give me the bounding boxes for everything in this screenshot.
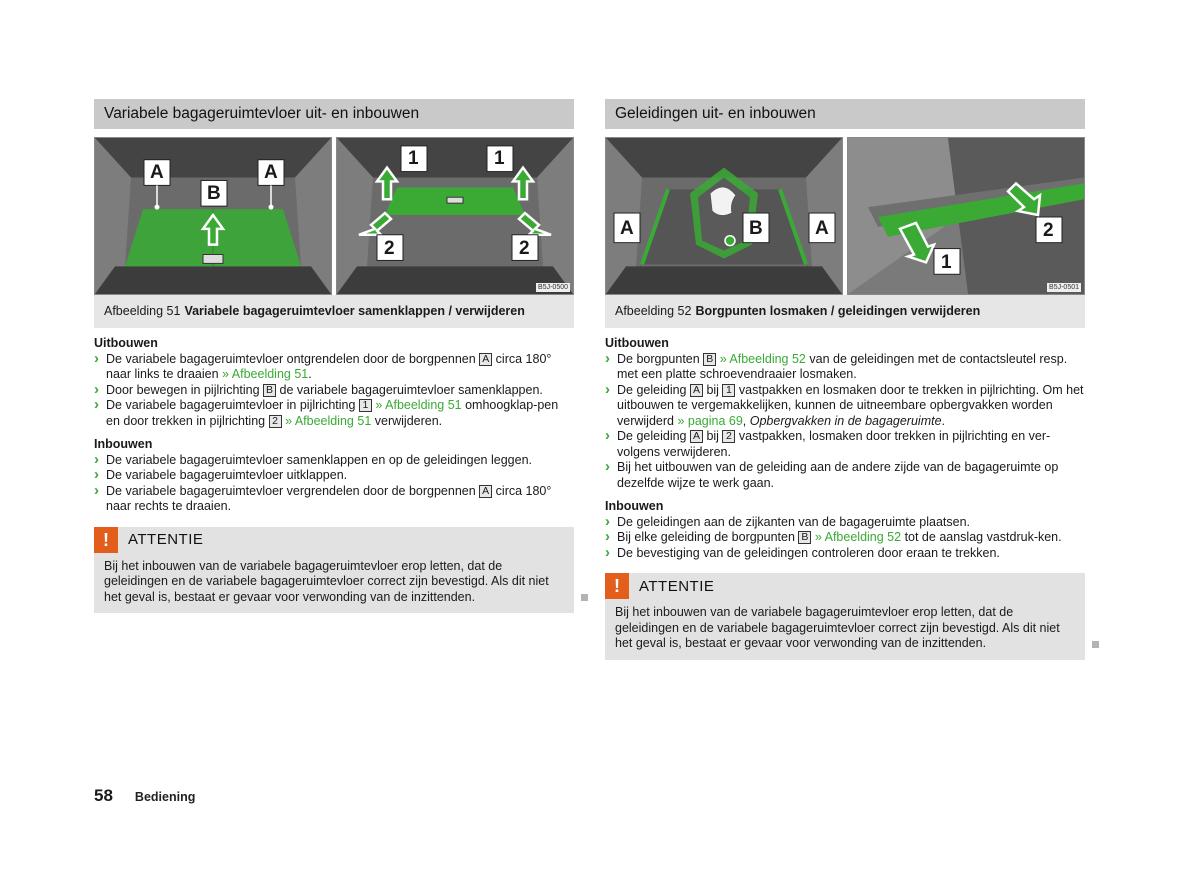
- key-label: A: [690, 430, 703, 443]
- section-title: Geleidingen uit- en inbouwen: [605, 99, 1085, 129]
- label-a-right: A: [815, 218, 829, 239]
- figure-52: [605, 137, 1085, 295]
- subheading-inbouwen: Inbouwen: [605, 499, 664, 513]
- figure-caption-text: Borgpunten losmaken / geleidingen verwijderen: [695, 304, 981, 318]
- figure-51: [94, 137, 574, 295]
- list-item: › De variabele bagageruimtevloer ontgrendelen door de borgpennen A circa 180° naar links te draaien » Afbeelding 51.: [94, 352, 574, 383]
- list-item: › Bij het uitbouwen van de geleiding aan de andere zijde van de bagageruimte op dezelfde wijze te werk gaan.: [605, 460, 1085, 491]
- list-item: › De geleidingen aan de zijkanten van de bagageruimte plaatsen.: [605, 515, 1085, 531]
- figure-52-photo-right: [847, 137, 1085, 295]
- figure-reference-link[interactable]: » Afbeelding 51: [222, 367, 309, 381]
- label-a-left: A: [150, 162, 164, 183]
- warning-box: [94, 527, 574, 614]
- label-2-right: 2: [519, 238, 530, 259]
- label-a-left: A: [620, 218, 634, 239]
- end-of-section-mark: [1092, 641, 1099, 648]
- page-reference-link[interactable]: » pagina 69: [677, 413, 743, 428]
- figure-reference-link[interactable]: » Afbeelding 52: [719, 351, 806, 366]
- subheading-uitbouwen: Uitbouwen: [605, 336, 669, 350]
- figure-code: B5J-0500: [538, 284, 568, 291]
- figure-reference-link[interactable]: » Afbeelding 51: [285, 413, 372, 428]
- inbouwen-list: [94, 453, 574, 515]
- label-1-right: 1: [494, 148, 505, 169]
- warning-icon: !: [94, 527, 118, 553]
- warning-icon: !: [605, 573, 629, 599]
- key-label: 2: [269, 415, 282, 428]
- key-label: B: [703, 353, 716, 366]
- cross-reference-title: Opbergvakken in de bagageruimte: [749, 413, 942, 428]
- label-1: 1: [941, 252, 952, 273]
- figure-caption: [94, 295, 574, 328]
- right-column: [605, 99, 1085, 660]
- figure-code: B5J-0501: [1049, 284, 1079, 291]
- section-title: Variabele bagageruimtevloer uit- en inbouwen: [94, 99, 574, 129]
- inbouwen-list: [605, 515, 1085, 562]
- key-label: B: [798, 531, 811, 544]
- label-2-left: 2: [384, 238, 395, 259]
- label-2: 2: [1043, 220, 1054, 241]
- key-label: A: [690, 384, 703, 397]
- label-a-right: A: [264, 162, 278, 183]
- label-b: B: [207, 183, 221, 204]
- list-item: › De geleiding A bij 2 vastpakken, losmaken door trekken in pijlrichting en ver-volgens verwijderen.: [605, 429, 1085, 460]
- warning-box: [605, 573, 1085, 660]
- figure-52-photo-left: [605, 137, 843, 295]
- figure-caption: [605, 295, 1085, 328]
- list-item: › De bevestiging van de geleidingen controleren door eraan te trekken.: [605, 546, 1085, 562]
- list-item: › De variabele bagageruimtevloer uitklappen.: [94, 468, 574, 484]
- uitbouwen-list: [605, 352, 1085, 492]
- warning-title: ATTENTIE: [128, 531, 204, 548]
- figure-51-photo-left: [94, 137, 332, 295]
- subheading-inbouwen: Inbouwen: [94, 437, 153, 451]
- page-footer: [94, 786, 195, 806]
- warning-header: [605, 573, 1085, 599]
- list-item: › De variabele bagageruimtevloer in pijlrichting 1 » Afbeelding 51 omhoogklap-pen en door trekken in pijlrichting 2 » Afbeelding 51 verwijderen.: [94, 398, 574, 429]
- list-item: › Bij elke geleiding de borgpunten B » Afbeelding 52 tot de aanslag vastdruk-ken.: [605, 530, 1085, 546]
- figure-number: Afbeelding 51: [104, 304, 181, 318]
- key-label: A: [479, 353, 492, 366]
- chapter-title: Bediening: [134, 790, 196, 804]
- figure-51-photo-right: [336, 137, 574, 295]
- label-b: B: [749, 218, 763, 239]
- subheading-uitbouwen: Uitbouwen: [94, 336, 158, 350]
- label-1-left: 1: [408, 148, 419, 169]
- list-item: › De geleiding A bij 1 vastpakken en losmaken door te trekken in pijlrichting. Om het uitbouwen te vergemakkelijken, kunnen de uitneembare opbergvakken worden verwijderd » pagina 69, Opbergvakken in de bagageruimte.: [605, 383, 1085, 430]
- key-label: 1: [359, 399, 372, 412]
- list-item: › De variabele bagageruimtevloer samenklappen en op de geleidingen leggen.: [94, 453, 574, 469]
- warning-text: Bij het inbouwen van de variabele bagageruimtevloer erop letten, dat de geleidingen en de variabele bagageruimtevloer correct zijn bevestigd. Als dit niet het geval is, bestaat er gevaar voor verwonding van de inzittenden.: [94, 553, 574, 614]
- key-label: 1: [722, 384, 735, 397]
- list-item: › Door bewegen in pijlrichting B de variabele bagageruimtevloer samenklappen.: [94, 383, 574, 399]
- list-item: › De variabele bagageruimtevloer vergrendelen door de borgpennen A circa 180° naar rechts te draaien.: [94, 484, 574, 515]
- figure-reference-link[interactable]: » Afbeelding 51: [375, 398, 462, 412]
- key-label: B: [263, 384, 276, 397]
- figure-reference-link[interactable]: » Afbeelding 52: [814, 530, 902, 544]
- warning-text: Bij het inbouwen van de variabele bagageruimtevloer erop letten, dat de geleidingen en de variabele bagageruimtevloer correct zijn bevestigd. Als dit niet het geval is, bestaat er gevaar voor verwonding van de inzittenden.: [605, 599, 1085, 660]
- warning-header: [94, 527, 574, 553]
- left-column: [94, 99, 574, 613]
- warning-title: ATTENTIE: [639, 577, 715, 595]
- key-label: 2: [722, 430, 735, 443]
- uitbouwen-list: [94, 352, 574, 430]
- key-label: A: [479, 485, 492, 498]
- figure-number: Afbeelding 52: [615, 304, 692, 318]
- figure-caption-text: Variabele bagageruimtevloer samenklappen / verwijderen: [184, 304, 525, 318]
- list-item: › De borgpunten B » Afbeelding 52 van de geleidingen met de contactsleutel resp. met een platte schroevendraaier losmaken.: [605, 352, 1085, 383]
- page-number: 58: [94, 786, 113, 805]
- end-of-section-mark: [581, 594, 588, 601]
